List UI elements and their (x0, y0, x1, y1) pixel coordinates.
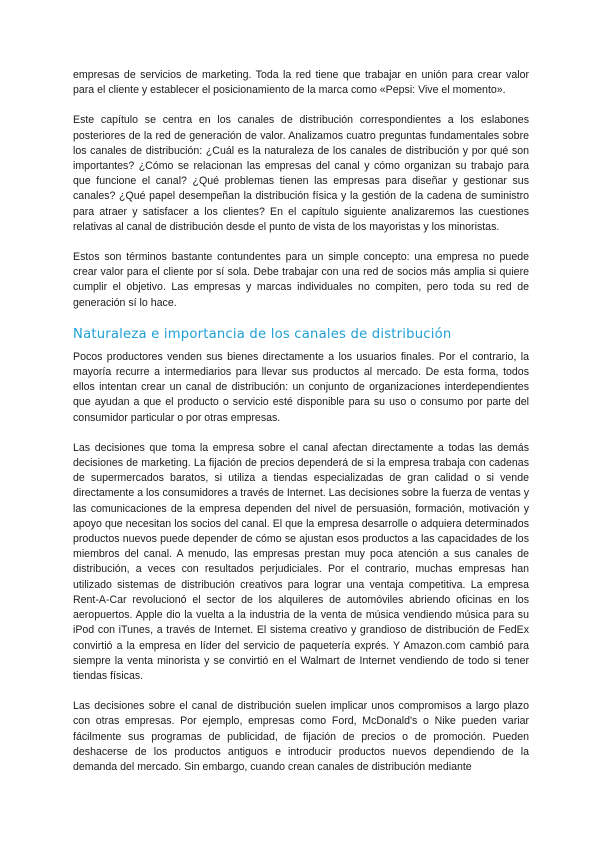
paragraph-channel-decisions: Las decisiones que toma la empresa sobre el canal afectan directamente a todas las demás decisiones de marketing. La fijación de precios dependerá de si la empresa trabaja con cadenas de supermercados baratos, si utiliza a tiendas especializadas de gran calidad o si vende directamente a los consumidores a través de Internet. Las decisiones sobre la fuerza de ventas y las comunicaciones de la empresa dependen del nivel de persuasión, formación, motivación y apoyo que necesitan los socios del canal. El que la empresa desarrolle o adquiera determinados productos nuevos puede depender de cómo se ajustan esos productos a las capacidades de los miembros del canal. A menudo, las empresas prestan muy poca atención a sus canales de distribución, a veces con resultados perjudiciales. Por el contrario, muchas empresas han utilizado sistemas de distribución creativos para lograr una ventaja competitiva. La empresa Rent-A-Car revolucionó el sector de los alquileres de automóviles abriendo oficinas en los aeropuertos. Apple dio la vuelta a la industria de la venta de música vendiendo música para su iPod con iTunes, a través de Internet. El sistema creativo y grandioso de distribución de FedEx convirtió a la empresa en líder del servicio de paquetería exprés. Y Amazon.com cambió para siempre la venta minorista y se convirtió en el Walmart de Internet vendiendo de todo si tener tiendas físicas. (73, 441, 529, 682)
page-content (73, 68, 529, 790)
paragraph-intermediaries: Pocos productores venden sus bienes directamente a los usuarios finales. Por el contrario, la mayoría recurre a intermediarios para llevar sus productos al mercado. De esta forma, todos ellos intentan crear un canal de distribución: un conjunto de organizaciones interdependientes que ayudan a que el producto o servicio esté disponible para su uso o consumo por parte del consumidor particular o por otras empresas. (73, 350, 529, 424)
paragraph-chapter-focus: Este capítulo se centra en los canales de distribución correspondientes a los eslabones posteriores de la red de generación de valor. Analizamos cuatro preguntas fundamentales sobre los canales de distribución: ¿Cuál es la naturaleza de los canales de distribución y por qué son importantes? ¿Cómo se relacionan las empresas del canal y cómo organizan su trabajo para que funcione el canal? ¿Qué problemas tienen las empresas para diseñar y gestionar sus canales? ¿Qué papel desempeñan la distribución física y la gestión de la cadena de suministro para atraer y satisfacer a los clientes? En el capítulo siguiente analizaremos las cuestiones relativas al canal de distribución desde el punto de vista de los mayoristas y los minoristas. (73, 114, 529, 233)
paragraph-value-network: Estos son términos bastante contundentes para un simple concepto: una empresa no puede crear valor para el cliente por sí sola. Debe trabajar con una red de socios más amplia si quiere cumplir el objetivo. Las empresas y marcas individuales no compiten, pero toda su red de generación sí lo hace. (73, 251, 529, 309)
section-heading: Naturaleza e importancia de los canales de distribución (73, 326, 452, 342)
paragraph-long-term-commitments: Las decisiones sobre el canal de distribución suelen implicar unos compromisos a largo plazo con otras empresas. Por ejemplo, empresas como Ford, McDonald's o Nike pueden variar fácilmente sus programas de publicidad, de fijación de precios o de promoción. Pueden deshacerse de los productos antiguos e introducir productos nuevos dependiendo de la demanda del mercado. Sin embargo, cuando crean canales de distribución mediante (73, 700, 529, 773)
paragraph-intro-continuation: empresas de servicios de marketing. Toda la red tiene que trabajar en unión para crear valor para el cliente y establecer el posicionamiento de la marca como «Pepsi: Vive el momento». (73, 69, 529, 97)
